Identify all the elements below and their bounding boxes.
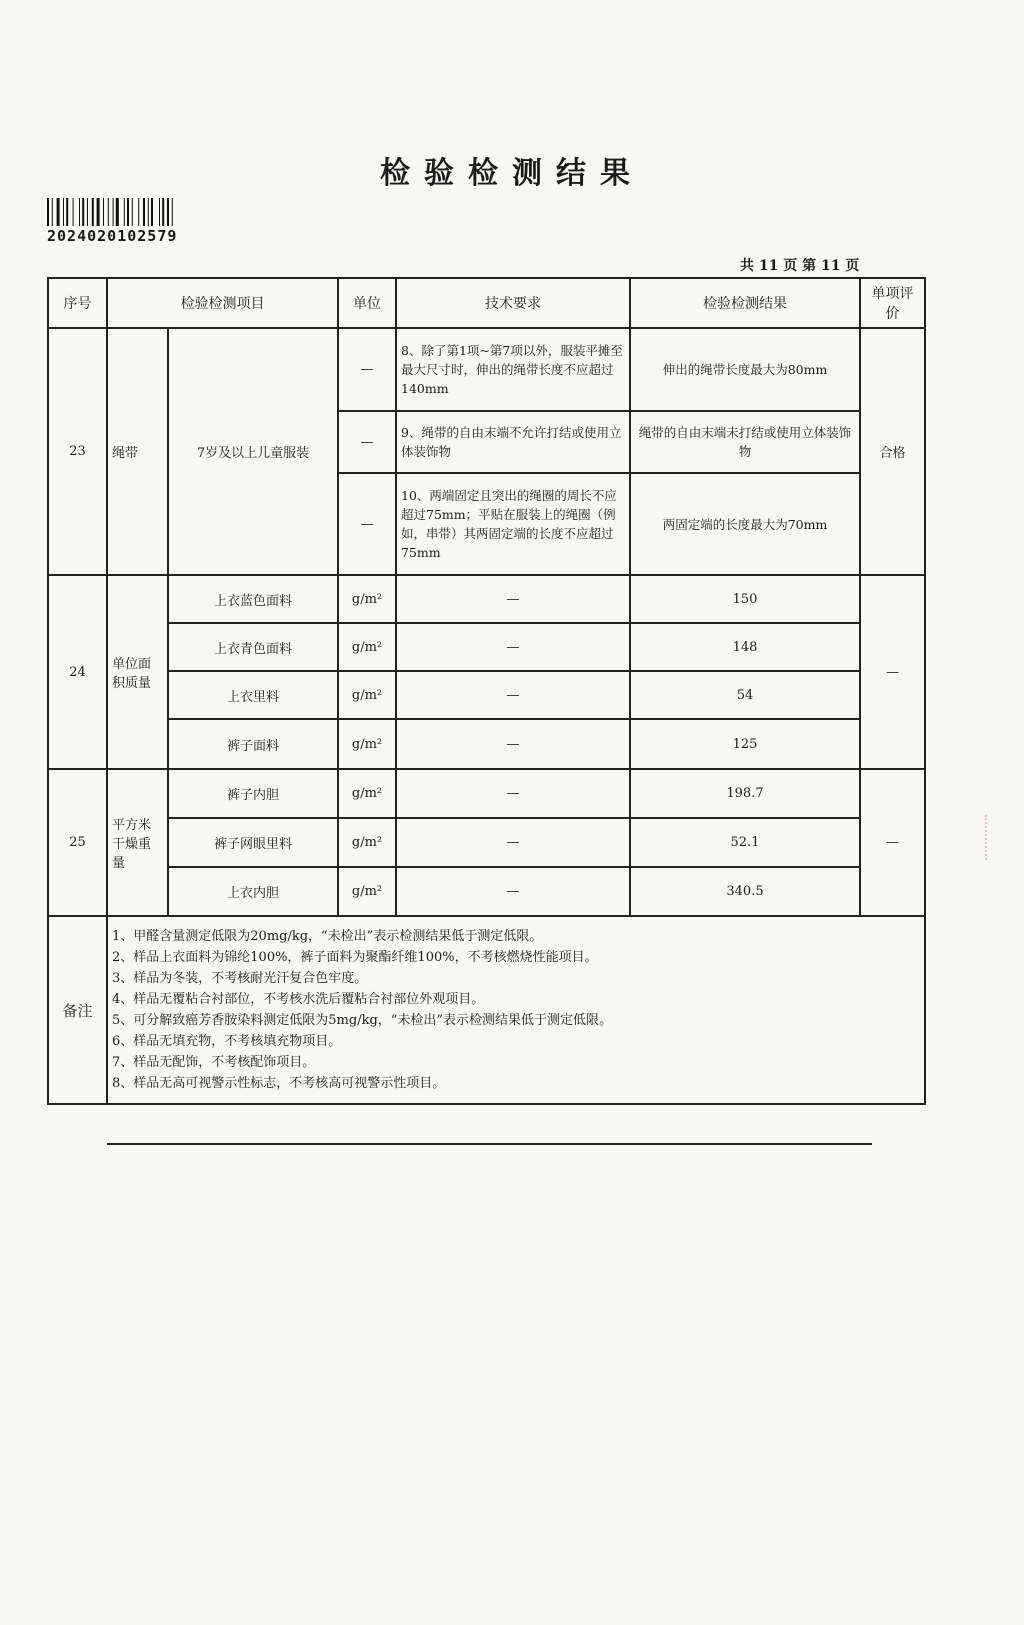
sub-item-cell: 裤子网眼里料 xyxy=(168,818,338,867)
results-table xyxy=(47,277,926,1105)
requirement-cell: — xyxy=(396,671,630,719)
unit-cell: g/m² xyxy=(338,818,396,867)
requirement-cell: — xyxy=(396,818,630,867)
unit-cell: g/m² xyxy=(338,623,396,671)
barcode-icon xyxy=(47,198,215,226)
unit-cell: g/m² xyxy=(338,719,396,769)
page-title: 检验检测结果 xyxy=(380,156,644,191)
seq-cell: 24 xyxy=(48,575,107,769)
page-indicator: 共 11 页 第 11 页 xyxy=(740,258,860,274)
seq-cell: 23 xyxy=(48,328,107,575)
seq-cell: 25 xyxy=(48,769,107,916)
result-cell: 148 xyxy=(630,623,860,671)
table-row xyxy=(48,575,925,623)
remarks-content xyxy=(107,916,925,1104)
header-result: 检验检测结果 xyxy=(630,278,860,328)
header-item: 检验检测项目 xyxy=(107,278,338,328)
header-evaluation: 单项评价 xyxy=(860,278,925,328)
report-number: 2024020102579 xyxy=(47,227,178,245)
sub-item-cell: 上衣内胆 xyxy=(168,867,338,916)
evaluation-cell: 合格 xyxy=(860,328,925,575)
table-row xyxy=(48,769,925,818)
sub-item-cell: 上衣里料 xyxy=(168,671,338,719)
unit-cell: g/m² xyxy=(338,769,396,818)
item-cell: 绳带 xyxy=(107,328,168,575)
end-line xyxy=(107,1143,872,1145)
result-cell: 340.5 xyxy=(630,867,860,916)
result-cell: 绳带的自由末端未打结或使用立体装饰物 xyxy=(630,411,860,473)
unit-cell: — xyxy=(338,411,396,473)
remark-item: 3、样品为冬装，不考核耐光汗复合色牢度。 xyxy=(112,971,368,986)
sub-item-cell: 裤子面料 xyxy=(168,719,338,769)
remark-item: 8、样品无高可视警示性标志，不考核高可视警示性项目。 xyxy=(112,1076,446,1091)
result-cell: 54 xyxy=(630,671,860,719)
sub-item-cell: 7岁及以上儿童服装 xyxy=(168,328,338,575)
remarks-label: 备注 xyxy=(48,916,107,1104)
item-cell: 平方米干燥重量 xyxy=(107,769,168,916)
remark-item: 4、样品无覆粘合衬部位，不考核水洗后覆粘合衬部位外观项目。 xyxy=(112,992,485,1007)
remark-item: 5、可分解致癌芳香胺染料测定低限为5mg/kg，“未检出”表示检测结果低于测定低限。 xyxy=(112,1013,613,1028)
requirement-cell: — xyxy=(396,867,630,916)
sub-item-cell: 裤子内胆 xyxy=(168,769,338,818)
unit-cell: — xyxy=(338,473,396,575)
table-row xyxy=(48,671,925,719)
barcode-block xyxy=(47,198,215,245)
sub-item-cell: 上衣青色面料 xyxy=(168,623,338,671)
result-cell: 两固定端的长度最大为70mm xyxy=(630,473,860,575)
requirement-cell: — xyxy=(396,769,630,818)
requirement-cell: — xyxy=(396,575,630,623)
result-cell: 198.7 xyxy=(630,769,860,818)
result-cell: 150 xyxy=(630,575,860,623)
item-cell: 单位面积质量 xyxy=(107,575,168,769)
sub-item-cell: 上衣蓝色面料 xyxy=(168,575,338,623)
result-cell: 52.1 xyxy=(630,818,860,867)
table-row xyxy=(48,623,925,671)
unit-cell: g/m² xyxy=(338,575,396,623)
requirement-cell: 9、绳带的自由末端不允许打结或使用立体装饰物 xyxy=(396,411,630,473)
requirement-cell: 10、两端固定且突出的绳圈的周长不应超过75mm；平贴在服装上的绳圈（例如，串带）其两固定端的长度不应超过75mm xyxy=(396,473,630,575)
table-row xyxy=(48,719,925,769)
remark-item: 1、甲醛含量测定低限为20mg/kg，“未检出”表示检测结果低于测定低限。 xyxy=(112,929,543,944)
requirement-cell: — xyxy=(396,719,630,769)
header-seq: 序号 xyxy=(48,278,107,328)
unit-cell: g/m² xyxy=(338,867,396,916)
remark-item: 6、样品无填充物，不考核填充物项目。 xyxy=(112,1034,342,1049)
result-cell: 125 xyxy=(630,719,860,769)
header-row xyxy=(48,278,925,328)
evaluation-cell: — xyxy=(860,769,925,916)
header-unit: 单位 xyxy=(338,278,396,328)
evaluation-cell: — xyxy=(860,575,925,769)
seal-mark-icon xyxy=(985,815,997,860)
table-row xyxy=(48,867,925,916)
requirement-cell: — xyxy=(396,623,630,671)
table-row xyxy=(48,328,925,411)
result-cell: 伸出的绳带长度最大为80mm xyxy=(630,328,860,411)
requirement-cell: 8、除了第1项~第7项以外，服装平摊至最大尺寸时，伸出的绳带长度不应超过140mm xyxy=(396,328,630,411)
header-requirement: 技术要求 xyxy=(396,278,630,328)
remark-item: 7、样品无配饰，不考核配饰项目。 xyxy=(112,1055,316,1070)
table-row xyxy=(48,818,925,867)
remark-item: 2、样品上衣面料为锦纶100%，裤子面料为聚酯纤维100%，不考核燃烧性能项目。 xyxy=(112,950,598,965)
remarks-row xyxy=(48,916,925,1104)
unit-cell: — xyxy=(338,328,396,411)
unit-cell: g/m² xyxy=(338,671,396,719)
